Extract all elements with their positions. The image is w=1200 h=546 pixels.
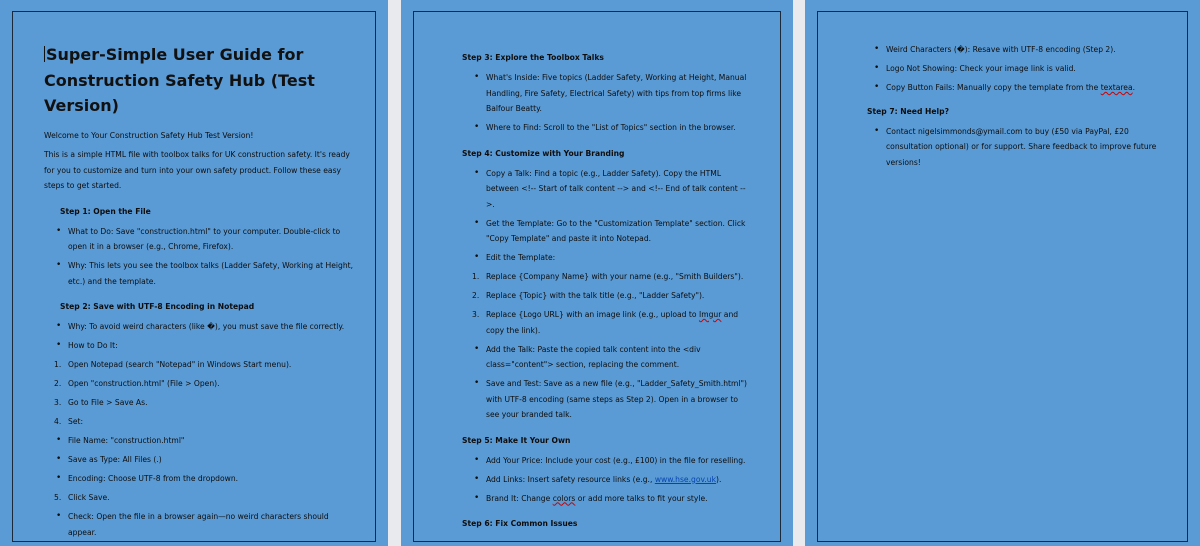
step-3-heading[interactable]: Step 3: Explore the Toolbox Talks <box>462 53 604 62</box>
title-line-2: Construction Safety Hub (Test Version) <box>44 70 315 115</box>
number-marker: 5. <box>54 493 62 502</box>
list-item-text: Open "construction.html" (File > Open). <box>68 379 220 388</box>
bullet-marker: • <box>874 63 880 73</box>
list-item[interactable] <box>462 307 752 338</box>
spellcheck-word[interactable]: textarea <box>1100 83 1133 92</box>
page-3-content <box>862 42 1162 174</box>
list-item[interactable] <box>44 376 354 392</box>
list-item-text: Edit the Template: <box>486 253 556 262</box>
page-2-content <box>462 52 752 536</box>
bullet-marker: • <box>56 435 62 445</box>
list-item[interactable] <box>462 166 752 213</box>
list-item[interactable] <box>44 258 354 289</box>
step-1-list <box>44 224 354 290</box>
list-item[interactable] <box>44 357 354 373</box>
number-marker: 1. <box>472 272 480 281</box>
list-item-text: What's Inside: Five topics (Ladder Safety, Working at Height, Manual Handling, Fire Safety, Electrical Safety) with tips from top firms like Balfour Beatty. <box>486 73 747 113</box>
list-item[interactable] <box>862 124 1162 171</box>
bullet-marker: • <box>56 473 62 483</box>
step-6-list <box>862 42 1162 96</box>
spellcheck-word[interactable]: colors <box>552 493 576 503</box>
list-item[interactable] <box>862 42 1162 58</box>
step-1-heading[interactable]: Step 1: Open the File <box>60 206 151 216</box>
bullet-marker: • <box>474 473 480 484</box>
bullet-marker: • <box>56 225 62 236</box>
document-title[interactable] <box>44 42 354 119</box>
step-4-heading[interactable]: Step 4: Customize with Your Branding <box>462 148 625 158</box>
list-item-text: Where to Find: Scroll to the "List of Topics" section in the browser. <box>486 123 736 132</box>
list-item-text: Copy Button Fails: Manually copy the template from the <box>886 83 1101 92</box>
step-2-list <box>44 319 354 540</box>
number-marker: 2. <box>472 291 480 300</box>
text-cursor <box>44 46 45 62</box>
list-item[interactable] <box>462 250 752 266</box>
list-item-text: Set: <box>68 417 84 426</box>
list-item-text: Open Notepad (search "Notepad" in Windows Start menu). <box>68 360 292 369</box>
bullet-marker: • <box>474 378 480 388</box>
list-item-text: ). <box>716 474 722 484</box>
bullet-marker: • <box>56 340 62 350</box>
list-item[interactable] <box>44 490 354 506</box>
list-item[interactable] <box>462 453 752 469</box>
list-item[interactable] <box>862 61 1162 77</box>
list-item[interactable] <box>44 224 354 255</box>
page-1-content <box>44 42 354 544</box>
list-item-text: Contact nigelsimmonds@ymail.com to buy (£50 via PayPal, £20 consultation optional) or for support. Share feedback to improve future versions! <box>886 126 1157 167</box>
bullet-marker: • <box>474 167 480 178</box>
list-item-text: How to Do It: <box>68 341 118 350</box>
bullet-marker: • <box>474 252 480 262</box>
list-item[interactable] <box>44 319 354 335</box>
bullet-marker: • <box>56 454 62 464</box>
list-item-text: or add more talks to fit your style. <box>575 493 708 503</box>
list-item-text: Replace {Company Name} with your name (e.g., "Smith Builders"). <box>486 272 744 281</box>
step-5-list <box>462 453 752 507</box>
list-item-text: File Name: "construction.html" <box>68 436 185 445</box>
list-item-text: Brand It: Change <box>486 493 553 503</box>
list-item-text: Get the Template: Go to the "Customization Template" section. Click "Copy Template" and paste it into Notepad. <box>486 218 746 243</box>
list-item-text: . <box>1132 83 1136 92</box>
number-marker: 2. <box>54 379 62 388</box>
list-item-text: Encoding: Choose UTF-8 from the dropdown. <box>68 474 239 483</box>
list-item[interactable] <box>44 452 354 468</box>
intro-paragraph[interactable]: This is a simple HTML file with toolbox talks for UK construction safety. It's ready for you to customize and turn into your own safety product. Follow these easy steps to get started. <box>44 150 350 190</box>
list-item-text: Check: Open the file in a browser again—no weird characters should appear. <box>68 512 329 537</box>
list-item-text: Weird Characters (�): Resave with UTF-8 encoding (Step 2). <box>886 45 1116 54</box>
list-item-text: Logo Not Showing: Check your image link is valid. <box>886 64 1076 73</box>
list-item[interactable] <box>44 338 354 354</box>
step-6-heading[interactable]: Step 6: Fix Common Issues <box>462 519 578 528</box>
bullet-marker: • <box>874 44 880 54</box>
list-item[interactable] <box>44 471 354 487</box>
bullet-marker: • <box>56 511 62 521</box>
list-item-text: Replace {Topic} with the talk title (e.g., "Ladder Safety"). <box>486 291 705 300</box>
list-item-text: Add Links: Insert safety resource links (e.g., <box>486 474 655 484</box>
bullet-marker: • <box>474 343 480 354</box>
list-item-text: Save as Type: All Files (.) <box>68 455 162 464</box>
bullet-marker: • <box>56 321 62 331</box>
list-item[interactable] <box>462 216 752 247</box>
number-marker: 4. <box>54 417 62 426</box>
list-item-text: Click Save. <box>68 493 110 502</box>
bullet-marker: • <box>474 72 480 82</box>
list-item-text: and copy the link). <box>486 310 739 335</box>
step-7-list <box>862 124 1162 171</box>
list-item-text: Add Your Price: Include your cost (e.g., £100) in the file for reselling. <box>486 455 746 465</box>
bullet-marker: • <box>874 82 880 92</box>
list-item[interactable] <box>462 491 752 507</box>
step-2-heading[interactable]: Step 2: Save with UTF-8 Encoding in Notepad <box>60 302 255 311</box>
list-item[interactable] <box>462 70 752 117</box>
step-5-heading[interactable]: Step 5: Make It Your Own <box>462 435 571 445</box>
list-item-text: Replace {Logo URL} with an image link (e.g., upload to <box>486 310 699 319</box>
list-item[interactable] <box>462 376 752 423</box>
list-item[interactable] <box>462 288 752 304</box>
list-item-text: Why: This lets you see the toolbox talks (Ladder Safety, Working at Height, etc.) and the template. <box>68 261 354 286</box>
bullet-marker: • <box>474 217 480 228</box>
list-item[interactable] <box>462 269 752 285</box>
bullet-marker: • <box>56 260 62 270</box>
list-item-text: Save and Test: Save as a new file (e.g., "Ladder_Safety_Smith.html") with UTF-8 encoding (same steps as Step 2). Open in a browser to see your branded talk. <box>486 379 748 419</box>
list-item-text: Go to File > Save As. <box>68 398 148 407</box>
title-line-1: Super-Simple User Guide for <box>46 45 304 64</box>
number-marker: 3. <box>472 310 480 319</box>
welcome-paragraph[interactable]: Welcome to Your Construction Safety Hub Test Version! <box>44 130 254 140</box>
bullet-marker: • <box>474 492 480 503</box>
spellcheck-word[interactable]: Imgur <box>698 310 722 319</box>
list-item-text: Copy a Talk: Find a topic (e.g., Ladder Safety). Copy the HTML between <!-- Start of talk content --> and <!-- End of talk content -->. <box>486 168 746 209</box>
bullet-marker: • <box>474 122 480 132</box>
list-item[interactable] <box>462 342 752 373</box>
list-item[interactable] <box>44 395 354 411</box>
list-item[interactable] <box>44 414 354 430</box>
step-7-heading[interactable]: Step 7: Need Help? <box>867 106 949 116</box>
bullet-marker: • <box>874 125 880 136</box>
list-item-text: Add the Talk: Paste the copied talk content into the <div class="content"> section, replacing the comment. <box>486 344 701 369</box>
list-item-text: Why: To avoid weird characters (like �), you must save the file correctly. <box>68 322 345 331</box>
list-item[interactable] <box>862 80 1162 96</box>
number-marker: 3. <box>54 398 62 407</box>
list-item[interactable] <box>462 120 752 136</box>
list-item[interactable] <box>44 433 354 449</box>
step-3-list <box>462 70 752 136</box>
list-item[interactable] <box>462 472 752 488</box>
step-4-list <box>462 166 752 423</box>
list-item[interactable] <box>44 509 354 540</box>
bullet-marker: • <box>474 454 480 465</box>
hse-link[interactable]: www.hse.gov.uk <box>654 474 717 484</box>
number-marker: 1. <box>54 360 62 369</box>
list-item-text: What to Do: Save "construction.html" to your computer. Double-click to open it in a browser (e.g., Chrome, Firefox). <box>68 226 341 251</box>
